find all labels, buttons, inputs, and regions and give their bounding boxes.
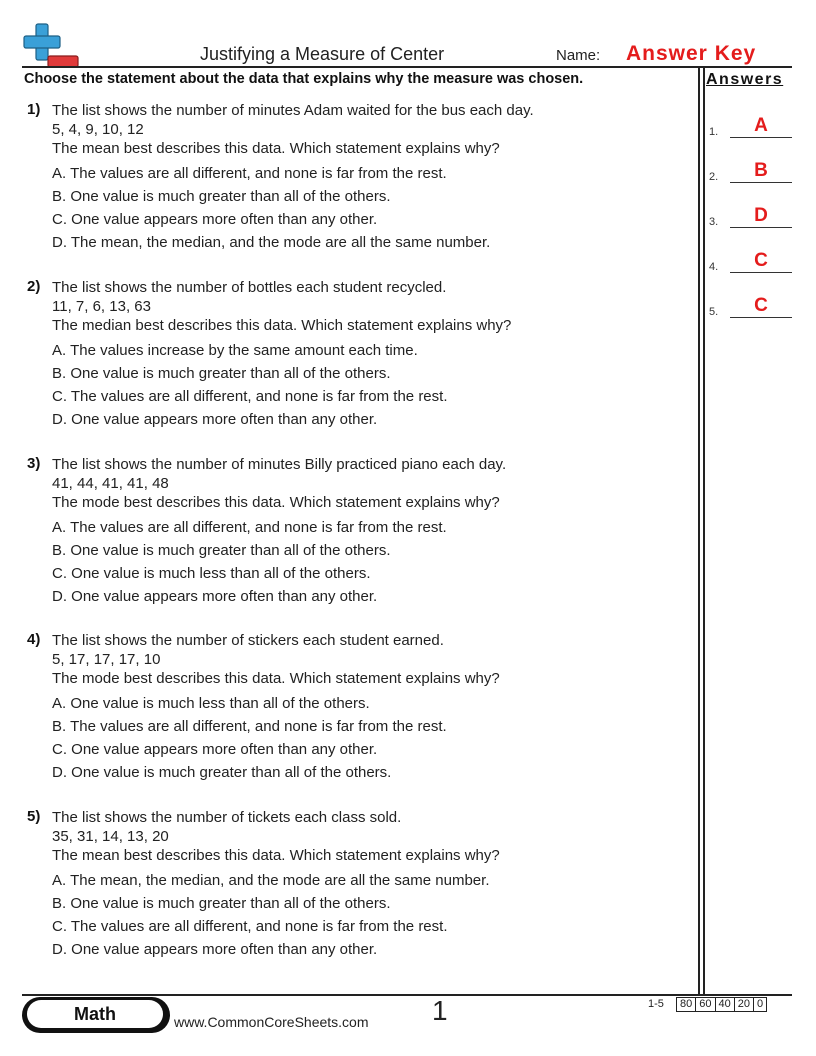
answer-number: 3. bbox=[709, 216, 719, 228]
option-b[interactable]: B. One value is much greater than all of the others. bbox=[52, 365, 391, 382]
answer-key-label: Answer Key bbox=[626, 42, 757, 65]
option-c[interactable]: C. The values are all different, and none is far from the rest. bbox=[52, 918, 448, 935]
header-divider bbox=[22, 66, 792, 68]
worksheet-title: Justifying a Measure of Center bbox=[200, 44, 445, 64]
option-b[interactable]: B. One value is much greater than all of the others. bbox=[52, 542, 391, 559]
option-d[interactable]: D. One value appears more often than any other. bbox=[52, 941, 378, 958]
option-d[interactable]: D. The mean, the median, and the mode are all the same number. bbox=[52, 234, 491, 251]
answer-options bbox=[52, 694, 447, 786]
question-prompt: The list shows the number of minutes Billy practiced piano each day. bbox=[52, 456, 507, 473]
score-cell: 20 bbox=[735, 997, 754, 1012]
option-c[interactable]: C. One value appears more often than any other. bbox=[52, 211, 378, 228]
subject-label: Math bbox=[27, 1000, 163, 1028]
question-ask: The mode best describes this data. Which statement explains why? bbox=[52, 494, 500, 511]
question-data: 41, 44, 41, 41, 48 bbox=[52, 475, 169, 492]
answer-options bbox=[52, 871, 489, 963]
answer-number: 4. bbox=[709, 261, 719, 273]
answer-blank[interactable] bbox=[730, 115, 792, 138]
question-number: 2) bbox=[27, 278, 41, 295]
option-c[interactable]: C. One value appears more often than any other. bbox=[52, 741, 378, 758]
question-ask: The mode best describes this data. Which statement explains why? bbox=[52, 670, 500, 687]
website-link[interactable]: www.CommonCoreSheets.com bbox=[174, 1014, 369, 1030]
option-d[interactable]: D. One value appears more often than any other. bbox=[52, 411, 378, 428]
answer-row bbox=[709, 116, 793, 138]
answer-letter: A bbox=[754, 115, 768, 136]
answer-row bbox=[709, 251, 793, 273]
answer-letter: C bbox=[754, 295, 768, 316]
option-b[interactable]: B. One value is much greater than all of the others. bbox=[52, 188, 391, 205]
answer-row bbox=[709, 206, 793, 228]
question-prompt: The list shows the number of stickers each student earned. bbox=[52, 632, 444, 649]
answer-options bbox=[52, 164, 490, 256]
option-a[interactable]: A. One value is much less than all of the others. bbox=[52, 695, 370, 712]
question-ask: The median best describes this data. Which statement explains why? bbox=[52, 317, 512, 334]
option-c[interactable]: C. The values are all different, and none is far from the rest. bbox=[52, 388, 448, 405]
score-cell: 40 bbox=[716, 997, 735, 1012]
option-c[interactable]: C. One value is much less than all of the others. bbox=[52, 565, 371, 582]
question-data: 11, 7, 6, 13, 63 bbox=[52, 298, 151, 315]
page-number: 1 bbox=[432, 995, 448, 1026]
answer-number: 5. bbox=[709, 306, 719, 318]
option-a[interactable]: A. The mean, the median, and the mode are all the same number. bbox=[52, 872, 490, 889]
option-b[interactable]: B. One value is much greater than all of the others. bbox=[52, 895, 391, 912]
question-number: 1) bbox=[27, 101, 41, 118]
question-number: 4) bbox=[27, 631, 41, 648]
question-text bbox=[52, 808, 500, 865]
option-b[interactable]: B. The values are all different, and none is far from the rest. bbox=[52, 718, 447, 735]
score-cell: 0 bbox=[754, 997, 767, 1012]
answer-blank[interactable] bbox=[730, 295, 792, 318]
answer-letter: B bbox=[754, 160, 768, 181]
answer-number: 1. bbox=[709, 126, 719, 138]
question-prompt: The list shows the number of bottles each student recycled. bbox=[52, 279, 447, 296]
question-text bbox=[52, 455, 506, 512]
answer-number: 2. bbox=[709, 171, 719, 183]
question-data: 35, 31, 14, 13, 20 bbox=[52, 828, 169, 845]
answer-options bbox=[52, 341, 448, 433]
answer-letter: D bbox=[754, 205, 768, 226]
option-a[interactable]: A. The values increase by the same amount each time. bbox=[52, 342, 418, 359]
answer-row bbox=[709, 296, 793, 318]
answer-blank[interactable] bbox=[730, 205, 792, 228]
score-table bbox=[676, 997, 767, 1012]
option-d[interactable]: D. One value appears more often than any other. bbox=[52, 588, 378, 605]
question-prompt: The list shows the number of minutes Adam waited for the bus each day. bbox=[52, 102, 534, 119]
question-ask: The mean best describes this data. Which statement explains why? bbox=[52, 847, 500, 864]
answer-blank[interactable] bbox=[730, 250, 792, 273]
answers-heading: Answers bbox=[706, 71, 784, 88]
option-d[interactable]: D. One value is much greater than all of the others. bbox=[52, 764, 392, 781]
score-range-label: 1-5 bbox=[648, 998, 664, 1010]
answer-options bbox=[52, 518, 447, 610]
question-prompt: The list shows the number of tickets each class sold. bbox=[52, 809, 402, 826]
option-a[interactable]: A. The values are all different, and none is far from the rest. bbox=[52, 519, 447, 536]
question-ask: The mean best describes this data. Which statement explains why? bbox=[52, 140, 500, 157]
logo-plus-minus-icon bbox=[22, 22, 80, 70]
answer-row bbox=[709, 161, 793, 183]
footer-divider bbox=[22, 994, 792, 996]
score-cell: 60 bbox=[696, 997, 715, 1012]
question-number: 5) bbox=[27, 808, 41, 825]
question-data: 5, 4, 9, 10, 12 bbox=[52, 121, 144, 138]
name-label: Name: bbox=[556, 47, 601, 64]
answer-blank[interactable] bbox=[730, 160, 792, 183]
score-cell: 80 bbox=[676, 997, 696, 1012]
question-text bbox=[52, 278, 511, 335]
option-a[interactable]: A. The values are all different, and none is far from the rest. bbox=[52, 165, 447, 182]
question-text bbox=[52, 101, 534, 158]
instructions: Choose the statement about the data that explains why the measure was chosen. bbox=[24, 71, 584, 87]
question-data: 5, 17, 17, 17, 10 bbox=[52, 651, 161, 668]
answer-letter: C bbox=[754, 250, 768, 271]
question-number: 3) bbox=[27, 455, 41, 472]
answers-column-border bbox=[698, 68, 700, 994]
answers-column-border-inner bbox=[703, 68, 705, 994]
question-text bbox=[52, 631, 500, 688]
